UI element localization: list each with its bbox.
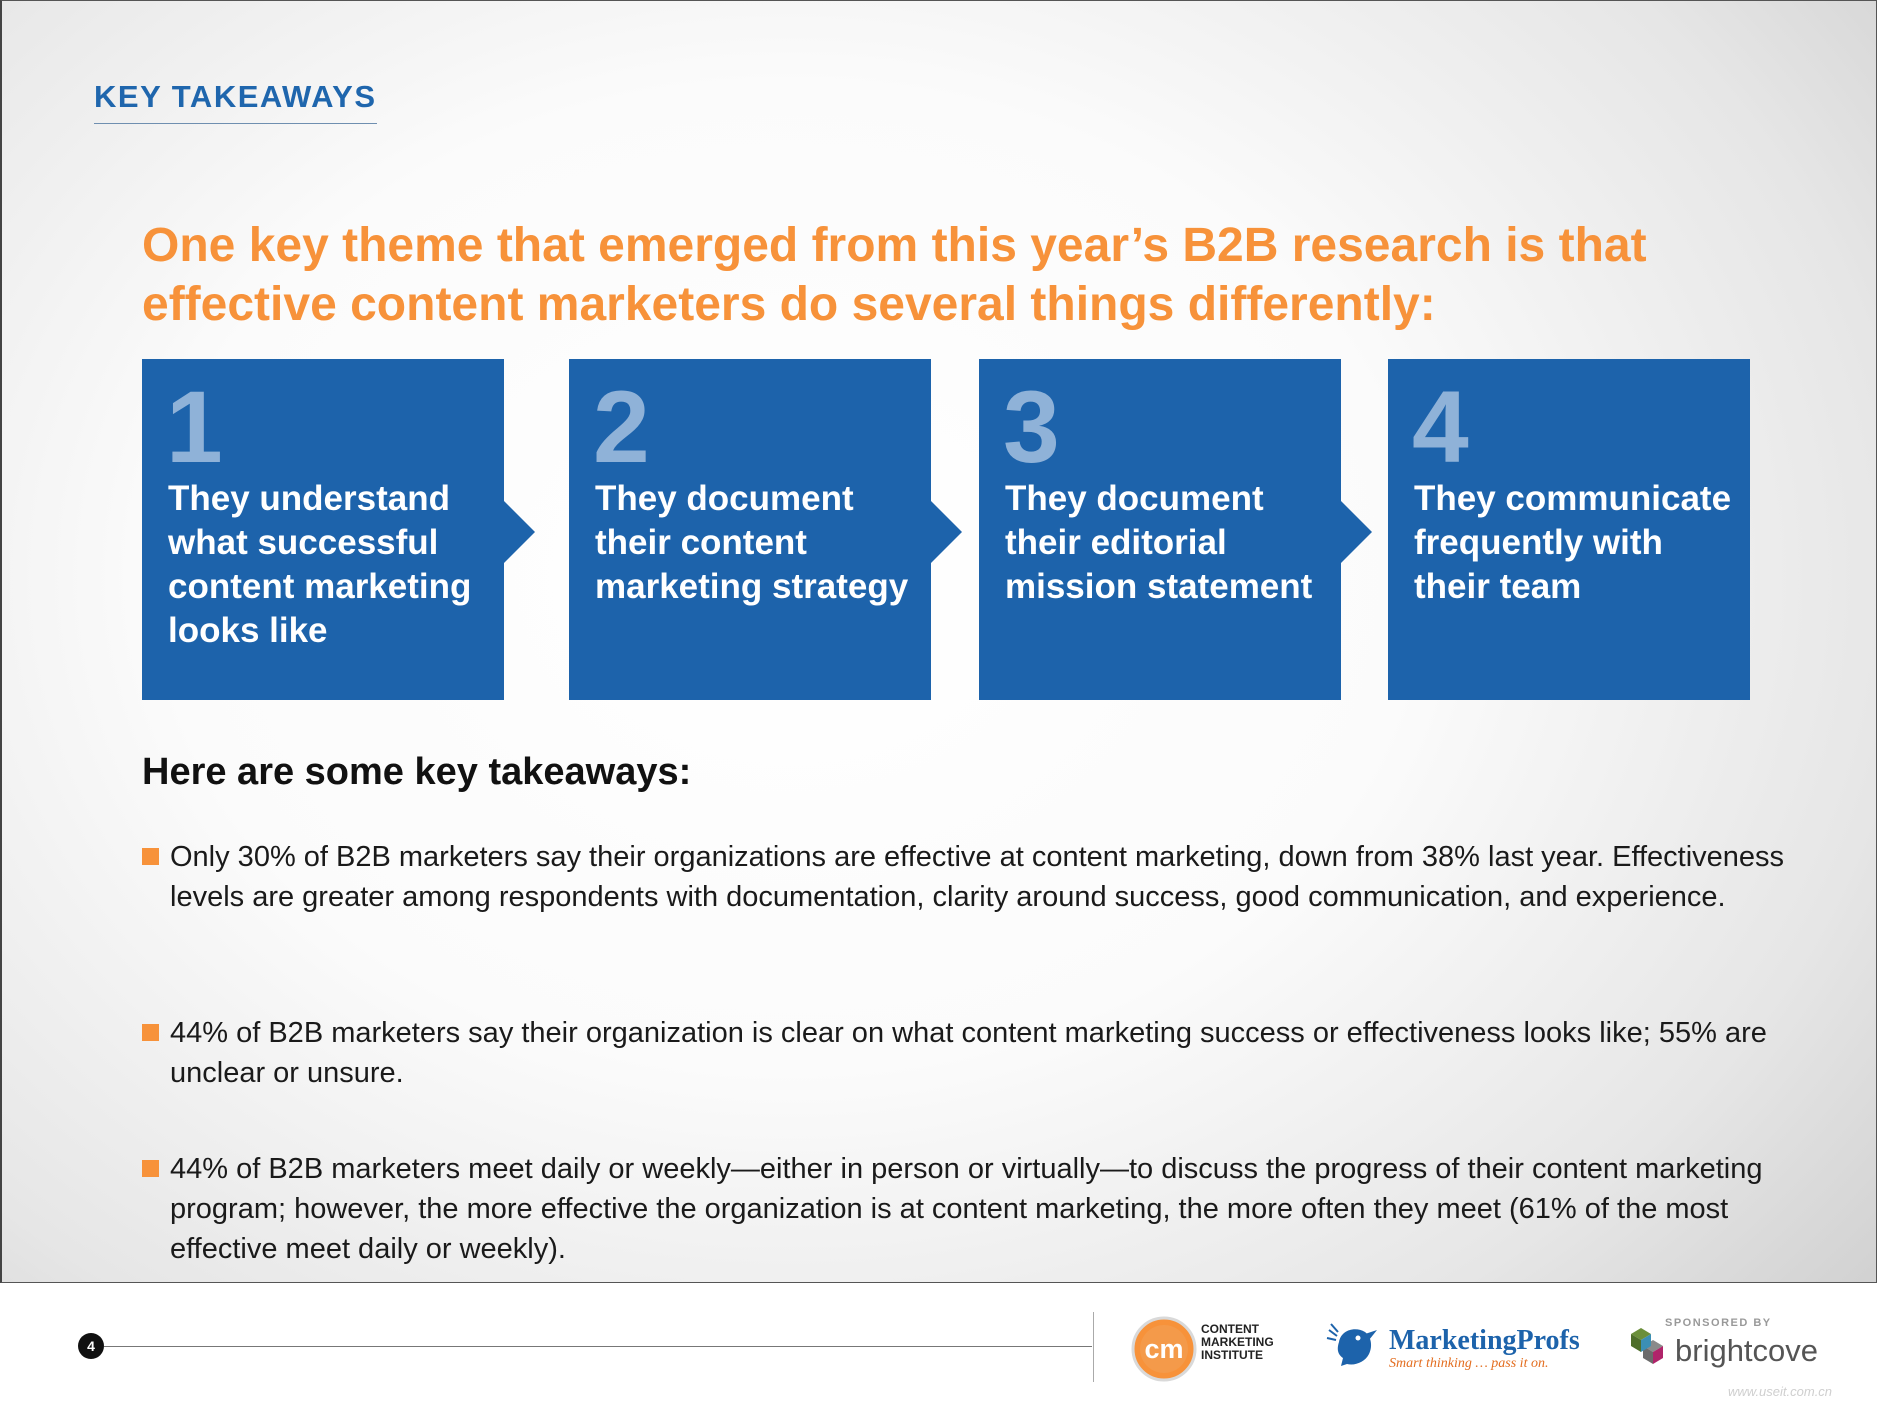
headline: One key theme that emerged from this year’s B2B research is that effective content marketers do several things differently: — [142, 219, 1647, 331]
cmi-line: INSTITUTE — [1201, 1348, 1263, 1362]
marketingprofs-tagline: Smart thinking … pass it on. — [1389, 1356, 1549, 1371]
step-number: 1 — [166, 370, 223, 484]
step-text: They document their content marketing strategy — [595, 479, 909, 606]
step-text: They understand what successful content marketing looks like — [168, 479, 472, 650]
arrow-right-icon — [1340, 500, 1372, 564]
watermark: www.useit.com.cn — [1728, 1384, 1833, 1399]
cmi-line: CONTENT — [1201, 1322, 1259, 1336]
cmi-wordmark — [1201, 1323, 1274, 1362]
sponsored-label: SPONSORED BY — [1665, 1317, 1772, 1329]
cmi-logo-icon — [1131, 1316, 1197, 1382]
takeaway-text: 44% of B2B marketers say their organization is clear on what content marketing success or effectiveness looks like; 55% are unclear or unsure. — [170, 1017, 1767, 1089]
brightcove-cubes-icon — [1627, 1326, 1673, 1370]
step-1 — [142, 359, 504, 700]
footer-rule — [104, 1346, 1092, 1347]
step-number: 4 — [1412, 370, 1469, 484]
square-bullet-icon — [142, 1160, 159, 1177]
arrow-right-icon — [930, 500, 962, 564]
takeaway-item — [142, 1013, 1792, 1093]
brightcove-name: brightcove — [1675, 1333, 1819, 1368]
takeaway-text: 44% of B2B marketers meet daily or weekly—either in person or virtually—to discuss the progress of their content marketing program; however, the more effective the organization is at content marketing, the more often they meet (61% of the most effective meet daily or weekly). — [170, 1153, 1763, 1265]
bird-icon — [1325, 1320, 1387, 1368]
arrow-right-icon — [503, 500, 535, 564]
step-3 — [979, 359, 1341, 700]
square-bullet-icon — [142, 1024, 159, 1041]
step-4 — [1388, 359, 1750, 700]
subhead: Here are some key takeaways: — [142, 751, 692, 793]
marketingprofs-name: MarketingProfs — [1389, 1325, 1580, 1356]
page-number: 4 — [78, 1333, 104, 1359]
step-number: 3 — [1003, 370, 1060, 484]
section-label: KEY TAKEAWAYS — [94, 79, 377, 124]
step-text: They document their editorial mission statement — [1005, 479, 1313, 606]
cmi-line: MARKETING — [1201, 1335, 1274, 1349]
footer-divider — [1093, 1312, 1094, 1382]
takeaway-item — [142, 1149, 1792, 1269]
takeaway-text: Only 30% of B2B marketers say their organizations are effective at content marketing, down from 38% last year. Effectiveness levels are greater among respondents with documentation, clarity around success, good communication, and experience. — [170, 841, 1785, 913]
cmi-logo-text: cm — [1144, 1334, 1184, 1364]
step-2 — [569, 359, 931, 700]
step-number: 2 — [593, 370, 650, 484]
takeaway-item — [142, 837, 1792, 917]
square-bullet-icon — [142, 848, 159, 865]
step-text: They communicate frequently with their team — [1414, 479, 1732, 606]
